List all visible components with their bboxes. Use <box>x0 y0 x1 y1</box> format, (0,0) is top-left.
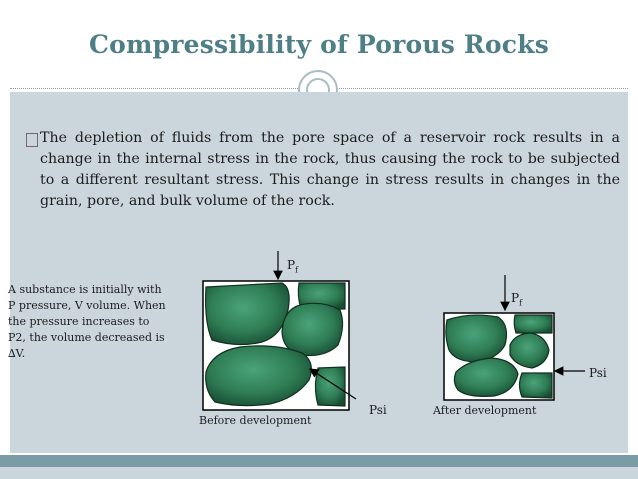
psi-label-before: Psi <box>369 403 387 417</box>
pf-label-after <box>511 291 522 307</box>
pf-text: P <box>511 291 520 305</box>
slide-title: Compressibility of Porous Rocks <box>89 30 549 59</box>
footer-bar-light <box>0 467 638 479</box>
pf-label-before <box>287 258 298 274</box>
before-caption: Before development <box>199 414 312 427</box>
side-note: A substance is initially with P pressure, V volume. When the pressure increases to P2, the volume decreased is ∆V. <box>8 283 166 360</box>
pf-subscript: f <box>295 265 299 275</box>
pf-text: P <box>287 258 296 272</box>
pf-subscript: f <box>519 298 523 308</box>
body-paragraph: The depletion of fluids from the pore space of a reservoir rock results in a change in the internal stress in the rock, thus causing the rock to be subjected to a different resultant stress. This change in stress results in changes in the grain, pore, and bulk volume of the rock. <box>40 130 620 209</box>
psi-label-after: Psi <box>589 366 607 380</box>
after-caption: After development <box>433 404 537 417</box>
footer-bar <box>0 455 638 467</box>
